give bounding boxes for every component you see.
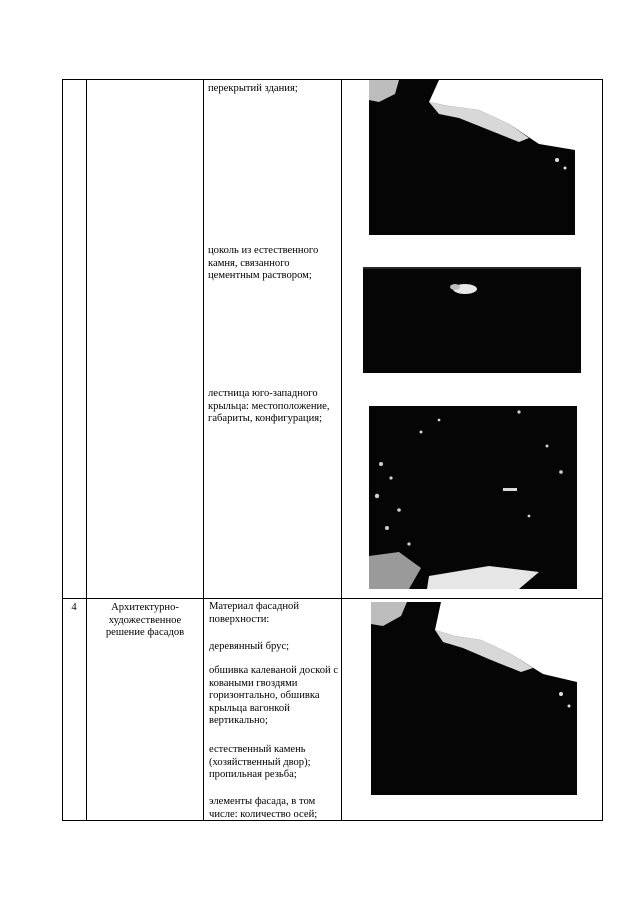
description-item: естественный камень (хозяйственный двор); пропильная резьба; bbox=[209, 744, 311, 781]
document-table bbox=[62, 79, 603, 821]
description-item: обшивка калеваной доской с коваными гвоздями горизонтально, обшивка крыльца вагонкой вертикально; bbox=[209, 665, 339, 727]
element-name: Архитектурно-художественное решение фасадов bbox=[105, 602, 185, 639]
description-item: деревянный брус; bbox=[209, 641, 290, 652]
column-divider bbox=[86, 80, 87, 820]
column-divider bbox=[203, 80, 204, 820]
facade-photo bbox=[369, 80, 575, 235]
description-item: перекрытий здания; bbox=[208, 83, 298, 94]
description-item: цоколь из естественного камня, связанного цементным раствором; bbox=[208, 245, 319, 282]
column-divider bbox=[341, 80, 342, 820]
description-item: Материал фасадной поверхности: bbox=[209, 601, 300, 625]
row-number: 4 bbox=[71, 602, 77, 613]
description-item: лестница юго-западного крыльца: местоположение, габариты, конфигурация; bbox=[208, 388, 330, 425]
plinth-photo bbox=[363, 267, 581, 373]
stairs-photo bbox=[369, 406, 577, 589]
row-divider bbox=[63, 598, 602, 599]
facade-material-photo bbox=[371, 602, 577, 795]
description-item: элементы фасада, в том числе: количество осей; bbox=[209, 796, 318, 820]
